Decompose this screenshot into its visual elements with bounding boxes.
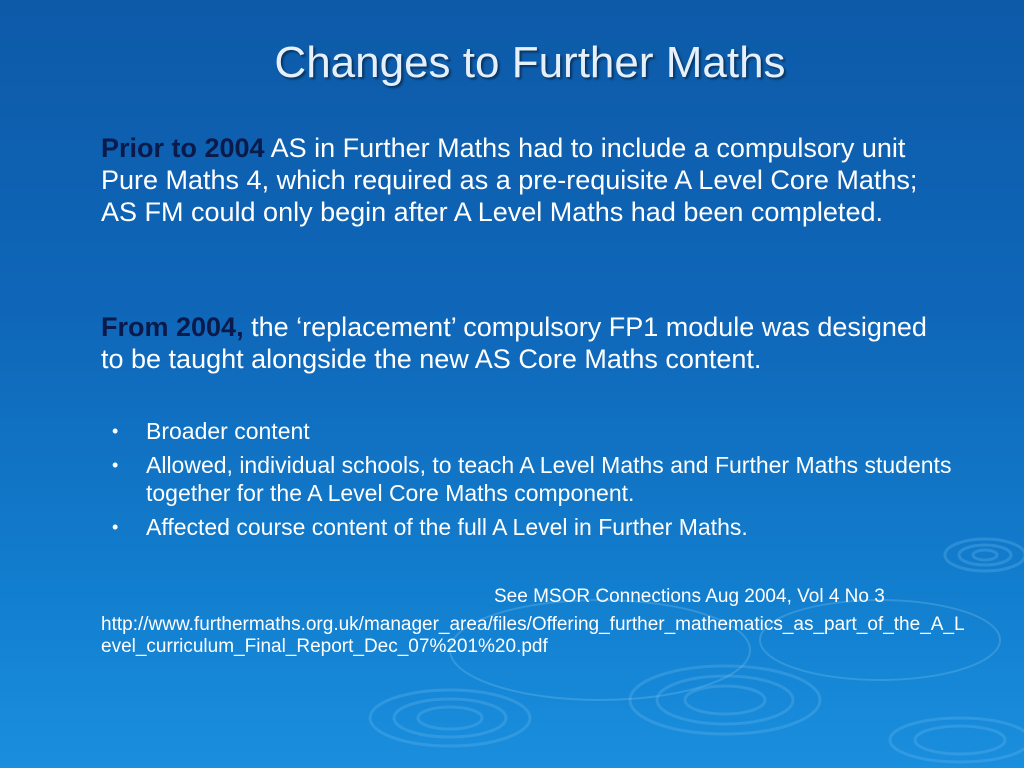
paragraph-from-2004 [101,311,951,375]
list-item [112,513,962,541]
paragraph-text: the ‘replacement’ compulsory FP1 module was designed to be taught alongside the new AS Core Maths content. [101,312,927,374]
paragraph-text: AS in Further Maths had to include a compulsory unit Pure Maths 4, which required as a pre-requisite A Level Core Maths; AS FM could only begin after A Level Maths had been completed. [101,133,918,227]
slide-title: Changes to Further Maths [274,38,786,87]
paragraph-prior-2004 [101,132,951,228]
bullet-icon: • [112,421,119,441]
paragraph-lead: Prior to 2004 [101,133,265,163]
reference-citation: See MSOR Connections Aug 2004, Vol 4 No 3 [494,586,885,607]
bullet-list [112,417,962,547]
list-item [112,417,962,445]
list-item-text: Broader content [146,418,310,444]
list-item [112,451,962,507]
bullet-icon: • [112,517,119,537]
list-item-text: Affected course content of the full A Level in Further Maths. [146,514,748,540]
list-item-text: Allowed, individual schools, to teach A Level Maths and Further Maths students together for the A Level Core Maths component. [146,452,952,506]
paragraph-lead: From 2004, [101,312,244,342]
bullet-icon: • [112,455,119,475]
reference-url-link[interactable]: http://www.furthermaths.org.uk/manager_area/files/Offering_further_mathematics_as_part_of_the_A_Level_curriculum_Final_Report_Dec_07%201%20.pdf [101,614,965,657]
